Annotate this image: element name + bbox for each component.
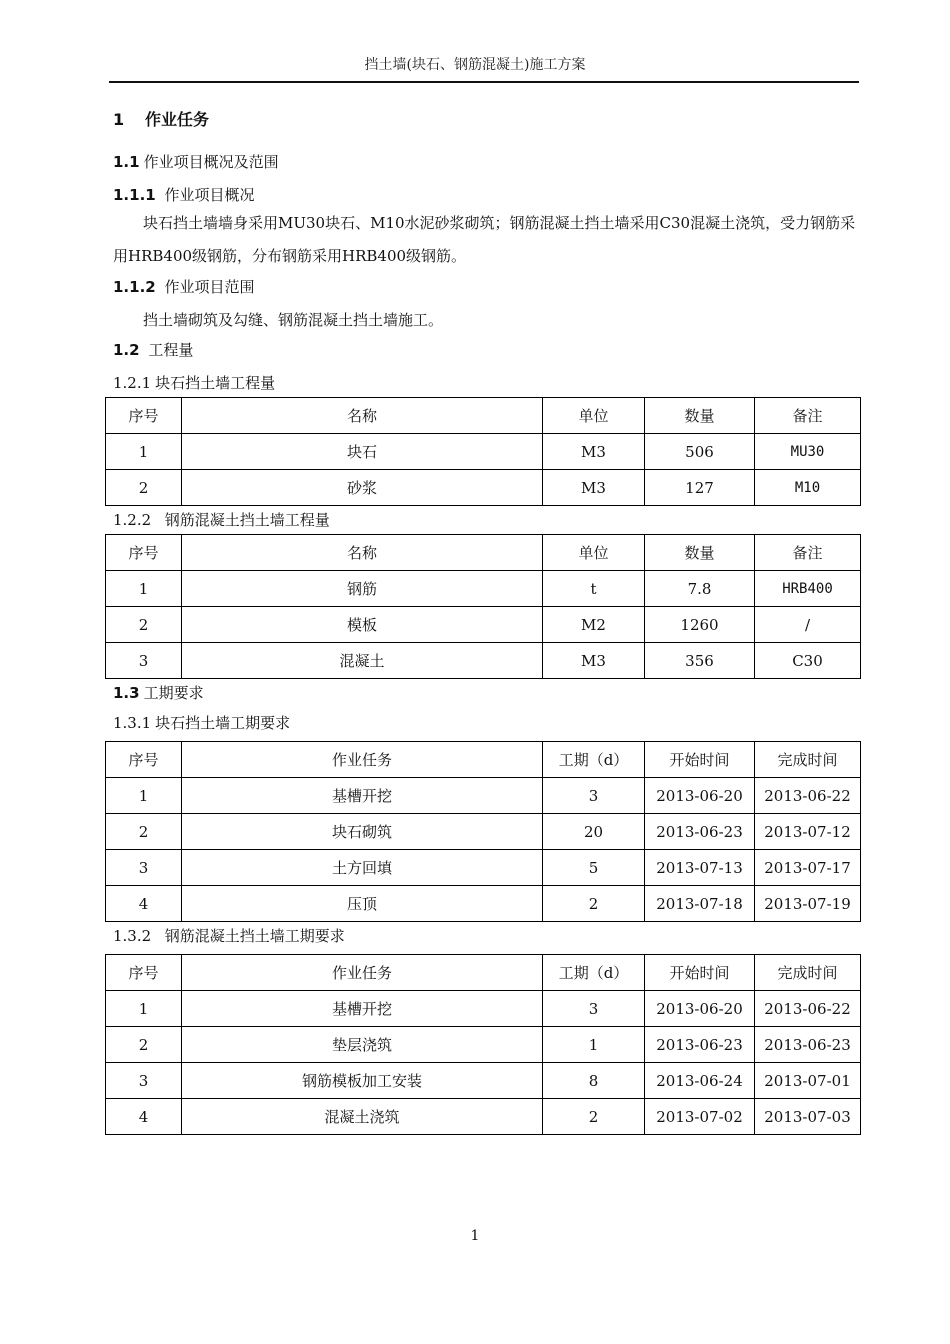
table-row [106, 778, 861, 814]
header-cell: 备注 [755, 398, 861, 434]
stone-wall-quantity-table [105, 397, 861, 506]
table-cell: 土方回填 [182, 850, 543, 886]
table-cell: 钢筋模板加工安装 [182, 1063, 543, 1099]
table-cell: M3 [543, 643, 645, 679]
table-row [106, 607, 861, 643]
header-cell: 序号 [106, 742, 182, 778]
table-cell: 2013-07-03 [755, 1099, 861, 1135]
header-rule [109, 81, 859, 83]
section-number: 1.2.2 [113, 511, 152, 529]
table-cell: 506 [645, 434, 755, 470]
table-cell: 2013-06-23 [645, 1027, 755, 1063]
table-cell: 20 [543, 814, 645, 850]
header-cell: 工期（d） [543, 742, 645, 778]
table-cell: 1 [106, 571, 182, 607]
concrete-wall-quantity-table [105, 534, 861, 679]
section-number: 1.1.1 [113, 186, 156, 204]
header-cell: 单位 [543, 398, 645, 434]
header-cell: 开始时间 [645, 742, 755, 778]
page-number: 1 [470, 1228, 480, 1244]
table-row [106, 1063, 861, 1099]
section-1-3-heading [113, 681, 873, 705]
table-cell: 2013-07-18 [645, 886, 755, 922]
table-cell: 2013-07-19 [755, 886, 861, 922]
table-cell: 基槽开挖 [182, 991, 543, 1027]
header-cell: 工期（d） [543, 955, 645, 991]
header-cell: 作业任务 [182, 742, 543, 778]
page-header-title: 挡土墙(块石、钢筋混凝土)施工方案 [364, 57, 586, 73]
header-cell: 开始时间 [645, 955, 755, 991]
section-number: 1.2.1 [113, 374, 152, 392]
section-title: 钢筋混凝土挡土墙工程量 [164, 511, 330, 529]
section-title: 工程量 [148, 341, 194, 359]
table-cell: 2 [106, 607, 182, 643]
table-cell: / [755, 607, 861, 643]
table-cell: 模板 [182, 607, 543, 643]
section-1-1-heading [113, 150, 873, 174]
header-cell: 名称 [182, 398, 543, 434]
table-cell: 2013-07-02 [645, 1099, 755, 1135]
table-cell: 7.8 [645, 571, 755, 607]
table-cell: 3 [106, 643, 182, 679]
table-cell: 混凝土 [182, 643, 543, 679]
table-cell: 8 [543, 1063, 645, 1099]
table-cell: 127 [645, 470, 755, 506]
table-cell: 砂浆 [182, 470, 543, 506]
section-number: 1.1.2 [113, 278, 156, 296]
table-cell: 2 [543, 886, 645, 922]
table-cell: 钢筋 [182, 571, 543, 607]
table-cell: 2 [106, 1027, 182, 1063]
table-cell: MU30 [755, 434, 861, 470]
table-row [106, 850, 861, 886]
header-cell: 序号 [106, 955, 182, 991]
table-cell: 1 [106, 991, 182, 1027]
section-number: 1 [113, 110, 125, 129]
table-cell: 2013-07-17 [755, 850, 861, 886]
section-title: 作业项目范围 [164, 278, 255, 296]
table-cell: 3 [106, 850, 182, 886]
section-title: 块石挡土墙工程量 [155, 374, 276, 392]
table-cell: M3 [543, 434, 645, 470]
table-row [106, 470, 861, 506]
header-cell: 名称 [182, 535, 543, 571]
header-cell: 作业任务 [182, 955, 543, 991]
section-1-2-heading [113, 338, 873, 362]
section-1-1-2-heading [113, 275, 873, 299]
project-scope-paragraph: 挡土墙砌筑及勾缝、钢筋混凝土挡土墙施工。 [143, 311, 444, 329]
table-cell: 3 [106, 1063, 182, 1099]
section-title: 块石挡土墙工期要求 [155, 714, 291, 732]
table-cell: 基槽开挖 [182, 778, 543, 814]
table-cell: t [543, 571, 645, 607]
table-cell: 压顶 [182, 886, 543, 922]
table-cell: 1 [543, 1027, 645, 1063]
section-1-3-1-heading [113, 711, 873, 735]
table-cell: 2013-06-23 [645, 814, 755, 850]
table-row [106, 814, 861, 850]
table-row [106, 643, 861, 679]
table-cell: 2013-07-01 [755, 1063, 861, 1099]
table-cell: 2013-07-12 [755, 814, 861, 850]
table-cell: 2 [106, 814, 182, 850]
section-title: 工期要求 [143, 684, 204, 702]
table-cell: M10 [755, 470, 861, 506]
table-row [106, 571, 861, 607]
concrete-wall-schedule-table [105, 954, 861, 1135]
section-number: 1.3.1 [113, 714, 152, 732]
table-cell: C30 [755, 643, 861, 679]
section-number: 1.2 [113, 341, 140, 359]
table-cell: 垫层浇筑 [182, 1027, 543, 1063]
header-cell: 序号 [106, 398, 182, 434]
table-cell: 块石砌筑 [182, 814, 543, 850]
table-cell: 2 [543, 1099, 645, 1135]
stone-wall-schedule-table [105, 741, 861, 922]
table-cell: M3 [543, 470, 645, 506]
table-cell: 2013-06-20 [645, 778, 755, 814]
section-title: 钢筋混凝土挡土墙工期要求 [164, 927, 345, 945]
table-row [106, 1027, 861, 1063]
table-cell: 3 [543, 991, 645, 1027]
table-header-row [106, 955, 861, 991]
table-header-row [106, 742, 861, 778]
header-cell: 完成时间 [755, 742, 861, 778]
table-cell: 1 [106, 434, 182, 470]
section-1-3-2-heading [113, 924, 873, 948]
table-cell: 块石 [182, 434, 543, 470]
table-cell: 4 [106, 886, 182, 922]
header-cell: 数量 [645, 535, 755, 571]
header-cell: 完成时间 [755, 955, 861, 991]
table-row [106, 886, 861, 922]
header-cell: 备注 [755, 535, 861, 571]
table-cell: 2013-06-20 [645, 991, 755, 1027]
table-cell: 2013-06-22 [755, 778, 861, 814]
section-1-1-1-heading [113, 183, 873, 207]
table-row [106, 991, 861, 1027]
table-cell: 混凝土浇筑 [182, 1099, 543, 1135]
table-cell: 2013-06-22 [755, 991, 861, 1027]
table-cell: 2 [106, 470, 182, 506]
table-cell: 2013-06-24 [645, 1063, 755, 1099]
section-title: 作业项目概况及范围 [143, 153, 279, 171]
table-row [106, 434, 861, 470]
section-number: 1.3.2 [113, 927, 152, 945]
header-cell: 单位 [543, 535, 645, 571]
table-cell: 4 [106, 1099, 182, 1135]
section-title: 作业任务 [145, 110, 210, 129]
section-1-2-1-heading [113, 371, 873, 395]
table-cell: 2013-07-13 [645, 850, 755, 886]
table-cell: 3 [543, 778, 645, 814]
table-cell: M2 [543, 607, 645, 643]
section-title: 作业项目概况 [164, 186, 255, 204]
table-header-row [106, 398, 861, 434]
project-overview-paragraph: 块石挡土墙墙身采用MU30块石、M10水泥砂浆砌筑；钢筋混凝土挡土墙采用C30混凝土浇筑，受力钢筋采用HRB400级钢筋，分布钢筋采用HRB400级钢筋。 [113, 214, 856, 265]
table-cell: 356 [645, 643, 755, 679]
table-header-row [106, 535, 861, 571]
table-cell: 1260 [645, 607, 755, 643]
section-number: 1.1 [113, 153, 140, 171]
section-1-heading [113, 108, 873, 132]
section-number: 1.3 [113, 684, 140, 702]
table-cell: HRB400 [755, 571, 861, 607]
header-cell: 序号 [106, 535, 182, 571]
section-1-2-2-heading [113, 508, 873, 532]
table-row [106, 1099, 861, 1135]
header-cell: 数量 [645, 398, 755, 434]
table-cell: 5 [543, 850, 645, 886]
table-cell: 2013-06-23 [755, 1027, 861, 1063]
document-body [113, 108, 873, 1137]
table-cell: 1 [106, 778, 182, 814]
